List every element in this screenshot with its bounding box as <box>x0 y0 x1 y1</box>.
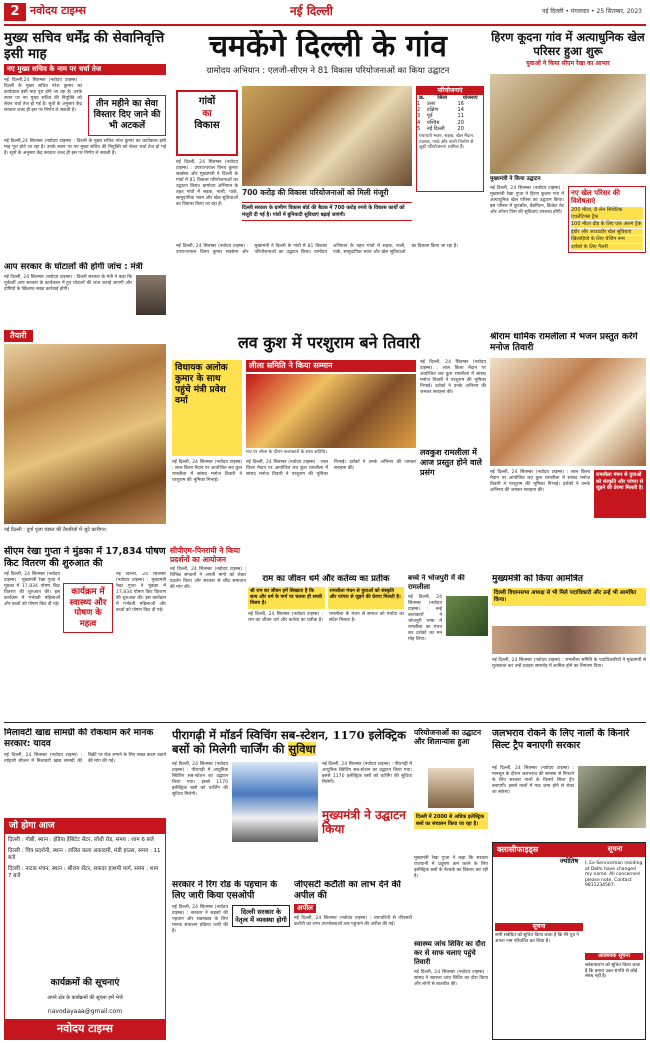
headline: सीपीएम-पिनरायी ने किया प्रदर्शनों का आयोजन <box>170 546 241 564</box>
headline-highlight: अपील <box>294 904 316 913</box>
story-body: नई दिल्ली, 24 सितम्बर (नवोदय टाइम्स) : राम का जीवन धर्म और कर्तव्य का प्रतीक है। रामलीला के मंचन से समाज को मर्यादा का संदेश मिलता है। <box>248 612 404 623</box>
notice-3-body: सर्वसाधारण को सूचित किया जाता है कि हमारा उक्त संपत्ति से कोई संबंध नहीं है। <box>585 963 641 979</box>
story-body-right: नई दिल्ली, 24 सितम्बर (नवोदय टाइम्स) : लाल किला मैदान पर आयोजित लव कुश रामलीला में सांसद मनोज तिवारी ने परशुराम की भूमिका निभाई। दर्शकों ने उनके अभिनय की जमकर सराहना की। <box>420 360 486 395</box>
story-villages <box>172 30 484 330</box>
headline: आप सरकार के घोटालों की होगी जांच : मंत्री <box>4 262 143 272</box>
story-body: नई दिल्ली, 24 सितम्बर (नवोदय टाइम्स) : विभिन्न संगठनों ने अपनी मांगों को लेकर प्रदर्शन किया और सरकार से शीघ्र समाधान की मांग की। <box>170 567 246 590</box>
logo-line-1: गांवों <box>198 96 216 107</box>
photo-label: 700 करोड़ की विकास परियोजनाओं को मिली मंजूरी <box>242 188 389 197</box>
table-row: 3 पूर्व 11 <box>417 113 464 120</box>
list-item: दर्शकों के लिए गैलरी <box>571 244 643 251</box>
story-body: नई दिल्ली, 24 सितम्बर (नवोदय टाइम्स) : सरकार ने सड़कों की पहचान और रखरखाव के लिए मानक संचालन प्रक्रिया जारी की है। <box>172 905 228 934</box>
cm-quote: मुख्यमंत्री ने उद्घाटन किया <box>322 808 406 836</box>
features-box-title: नए खेल परिसर की विशेषताएं <box>571 189 620 205</box>
photo-pandal <box>4 344 166 524</box>
story-body: नई दिल्ली, 24 सितम्बर (नवोदय टाइम्स) : सांसद ने स्वास्थ्य जांच शिविर का दौरा किया और लोगों से बातचीत की। <box>414 970 488 987</box>
table-title: परियोजनाएं <box>417 87 483 95</box>
subhead: नए मुख्य सचिव के नाम पर चर्चा तेज <box>4 64 166 75</box>
story-health <box>414 940 488 1040</box>
table-row: 4 पश्चिम 20 <box>417 119 464 126</box>
headline: मुख्य सचिव धर्मेंद्र की सेवानिवृत्ति इसी माह <box>4 30 165 62</box>
table-header: योजनाएं <box>462 94 478 101</box>
story-ev <box>172 728 412 876</box>
table-row: 5 नई दिल्ली 20 <box>417 125 464 132</box>
projects-table-box <box>416 86 484 192</box>
list-item: खिलाड़ियों के लिए चेंजिंग रूम <box>571 236 643 243</box>
event-item: दिल्ली : नाटक मंचन, स्थान : श्रीराम सेंटर, सफदर हाशमी मार्ग, समय : शाम 7 बजे <box>8 866 159 880</box>
classifieds-subtitle: ज्योतिष <box>559 857 579 865</box>
edition-label: नई दिल्ली <box>290 4 333 18</box>
dateline: नई दिल्ली • मंगलवार • 25 सितम्बर, 2023 <box>542 8 642 15</box>
promo-box: रामलीला मंचन से युवाओं को संस्कृति और परंपरा से जुड़ने की प्रेरणा मिलती है। <box>594 470 646 518</box>
story-body: नई दिल्ली, 24 सितम्बर (नवोदय टाइम्स) : मुख्यमंत्री रेखा गुप्ता ने मुंडका में 17,834 पोषण किट वितरण की शुरुआत की। इस कार्यक्रम में गर्भवती महिलाओं और बच्चों को पोषण किट दी गई। <box>4 572 60 607</box>
headline-highlight: सुविधा <box>288 742 316 756</box>
headline: जलभराव रोकने के लिए नालों के किनारे सिल्ट ट्रैप बनाएगी सरकार <box>492 728 630 751</box>
villages-logo <box>176 90 238 156</box>
story-chief-secretary <box>4 30 166 252</box>
notice-2-body: सभी संबंधित को सूचित किया जाता है कि मेरे पुत्र ने अपना नाम परिवर्तित कर लिया है। <box>495 933 579 944</box>
story-body: नई दिल्ली,24 सितम्बर (नवोदय टाइम्स) : दिल्ली के मुख्य सचिव नरेश कुमार का कार्यकाल इसी माह पूरा होने जा रहा है। उनके स्थान पर नए मुख्य सचिव की नियुक्ति को लेकर चर्चा तेज हो गई है। सूत्रों के अनुसार केंद्र सरकार जल्द ही इस पर निर्णय ले सकती है। <box>4 77 82 113</box>
list-item: इंडोर और आउटडोर खेल सुविधाएं <box>571 229 643 236</box>
aside-body: नई दिल्ली, 24 सितम्बर (नवोदय टाइम्स) : लाल किला मैदान पर आयोजित लव कुश रामलीला में सांसद मनोज तिवारी ने परशुराम की भूमिका निभाई। <box>172 460 242 483</box>
headline: चमकेंगे दिल्ली के गांव <box>209 30 447 64</box>
events-box <box>4 818 166 1040</box>
story-sop <box>172 880 290 1040</box>
pullquote: दिल्ली सरकार के नेतृत्व में व्यवस्था होगी <box>232 905 290 927</box>
photo-drain <box>578 766 646 828</box>
photo-caption: मुख्यमंत्री ने किया उद्घाटन <box>490 176 541 182</box>
portrait-photo <box>136 275 166 315</box>
story-kids <box>408 574 488 702</box>
aside-headline: विधायक अलोक कुमार के साथ पहुंचे मंत्री प्रवेश वर्मा <box>175 363 228 406</box>
page-header <box>0 0 650 26</box>
photo-leader <box>428 768 474 808</box>
masthead-logo: नवोदय टाइम्स <box>30 4 86 17</box>
story-nutrition <box>4 546 166 720</box>
headline: मिलावटी खाद्य सामग्री की रोकथाम करें मानक सरकार: यादव <box>4 728 154 749</box>
right-subhead: लवकुश रामलीला में आज प्रस्तुत होने वाले प्रसंग <box>420 448 482 477</box>
headline: हिरण कूदना गांव में अत्याधुनिक खेल परिसर हुआ शुरू <box>491 30 645 58</box>
headline: बच्चे ने भोजपुरी में की रामलीला <box>408 574 465 591</box>
story-deer-park <box>490 30 646 330</box>
right-kicker: श्रीराम धार्मिक रामलीला में भजन प्रस्तुत करेंगे मनोज तिवारी <box>490 332 638 353</box>
notice-body: I, Ex-Serviceman residing at Delhi have changed my name. All concerned please note. Contact 9811234567. <box>585 861 643 888</box>
quote-box-2: रामलीला मंचन से युवाओं को संस्कृति और परंपरा से जुड़ने की प्रेरणा मिलती है। <box>328 587 405 609</box>
features-list <box>571 207 643 250</box>
quote-box-1: श्री राम का जीवन हमें सिखाता है कि सत्य और धर्म के मार्ग पर चलना ही सच्ची विजय है। <box>248 587 325 609</box>
story-body-2: नई दिल्ली, 24 सितम्बर (नवोदय टाइम्स) : मुख्यमंत्री रेखा गुप्ता ने मुंडका में 17,834 पोषण किट वितरण की शुरुआत की। इस कार्यक्रम में गर्भवती महिलाओं और बच्चों को पोषण किट दी गई। <box>116 572 166 613</box>
notice-2-title: सूचना <box>495 923 583 931</box>
photo-cm-meeting <box>492 626 646 654</box>
story-body: नई दिल्ली, 24 सितम्बर (नवोदय टाइम्स) : त्योहारी सीजन में मिलावटी खाद्य सामग्री की बिक्री पर रोक लगाने के लिए सख्त कदम उठाने की मांग की गई। <box>4 753 166 764</box>
events-email: navodayaaa@gmail.com <box>47 1007 123 1015</box>
table-header: जिला <box>437 94 448 101</box>
list-item: 200 मीटर, 8-लेन सिंथेटिक एथलेटिक्स ट्रैक <box>571 207 643 220</box>
headline: सरकार ने रिंग रोड के पहचान के लिए जारी किया एसओपी <box>172 880 278 901</box>
features-box <box>568 186 646 253</box>
notice-title: सूचना <box>585 843 645 857</box>
taiyari-block <box>4 330 166 542</box>
story-gst <box>294 880 412 1040</box>
headline-text: पीरागढ़ी में मॉडर्न स्विचिंग सब-स्टेशन, 1170 इलेक्ट्रिक बसों को मिलेगी चार्जिंग की <box>172 728 406 756</box>
story-body-tiwari: नई दिल्ली, 24 सितम्बर (नवोदय टाइम्स) : लाल किला मैदान पर आयोजित लव कुश रामलीला में सांसद मनोज तिवारी ने परशुराम की भूमिका निभाई। दर्शकों ने उनके अभिनय की जमकर सराहना की। <box>490 470 590 493</box>
photo-ebus <box>232 762 318 842</box>
photo-tiwari <box>490 358 646 466</box>
headline: सीएम रेखा गुप्ता ने मुंडका में 17,834 पोषण किट वितरण की शुरुआत की <box>4 546 166 569</box>
event-item: दिल्ली : गोष्ठी, स्थान : इंडिया हैबिटेट सेंटर, लोधी रोड, समय : शाम 6 बजे <box>8 837 154 844</box>
headline: राम का जीवन धर्म और कर्तव्य का प्रतीक <box>262 574 390 584</box>
logo-line-3: विकास <box>194 119 220 131</box>
events-brand: नवोदय टाइम्स <box>5 1019 165 1039</box>
story-body-left: नई दिल्ली, 24 सितम्बर (नवोदय टाइम्स) : उपराज्यपाल विनय कुमार सक्सेना और मुख्यमंत्री ने दिल्ली के गांवों में 81 विकास परियोजनाओं का उद्घाटन किया। ग्रामोदय अभियान के तहत गांवों में सड़क, नाली, पार्क, सामुदायिक भवन और खेल सुविधाओं का विकास किया जा रहा है। <box>176 160 238 207</box>
pullquote: कार्यक्रम में स्वास्थ्य और पोषण के महत्व <box>63 583 113 633</box>
story-complaints <box>170 546 246 720</box>
side-highlight: दिल्ली में 2000 से अधिक इलेक्ट्रिक बसों का संचालन किया जा रहा है। <box>414 812 488 829</box>
events-footer-body: अपने क्षेत्र के कार्यक्रमों की सूचना हमें भेजें <box>47 994 123 1001</box>
headline <box>172 728 412 756</box>
table-row: 1 उत्तर 16 <box>417 100 464 107</box>
classifieds-title: क्लासीफाइड्स <box>493 843 585 857</box>
highlight-box: दिल्ली विधानसभा अध्यक्ष से भी मिले पदाधिकारी और उन्हें भी आमंत्रित किया। <box>492 588 646 606</box>
story-cm-invited <box>492 574 646 702</box>
story-body-cont: नई दिल्ली,24 सितम्बर (नवोदय टाइम्स) : दिल्ली के मुख्य सचिव नरेश कुमार का कार्यकाल इसी माह पूरा होने जा रहा है। उनके स्थान पर नए मुख्य सचिव की नियुक्ति को लेकर चर्चा तेज हो गई है। सूत्रों के अनुसार केंद्र सरकार जल्द ही इस पर निर्णय ले सकती है। <box>4 138 166 156</box>
kicker: युवाओं ने किया सीएम रेखा का आभार <box>526 60 610 67</box>
notice-3-title: आवश्यक सूचना <box>585 953 643 960</box>
headline: स्वास्थ्य जांच शिविर का दौरा कर से साफ चलाए पहुंचे तिवारी <box>414 940 486 966</box>
quote-box: दिल्ली सरकार के ग्रामीण विकास बोर्ड की बैठक में 700 करोड़ रुपये के विकास कार्यों को मंजूरी दी गई है। गांवों में बुनियादी सुविधाएं बढ़ाई जाएंगी। <box>242 202 412 221</box>
headline <box>294 880 412 902</box>
table-row: 2 दक्षिण 14 <box>417 107 464 113</box>
photo-caption: नई दिल्ली : दुर्गा पूजा पंडाल की तैयारियों में जुटे कारीगर। <box>4 527 107 533</box>
photo-ribbon-cutting <box>490 74 646 174</box>
deck: ग्रामोदय अभियान : एलजी-सीएम ने 81 विकास परियोजनाओं का किया उद्घाटन <box>206 66 450 76</box>
story-body: नई दिल्ली, 24 सितम्बर (नवोदय टाइम्स) : दिल्ली सरकार के मंत्री ने कहा कि पूर्ववर्ती आप सरकार के कार्यकाल में हुए घोटालों की जांच कराई जाएगी और दोषियों के खिलाफ सख्त कार्रवाई होगी। <box>4 275 132 292</box>
story-body: नई दिल्ली, 24 सितम्बर (नवोदय टाइम्स) : लाल किला मैदान पर आयोजित लव कुश रामलीला में सांसद मनोज तिवारी ने परशुराम की भूमिका निभाई। दर्शकों ने उनके अभिनय की जमकर सराहना की। <box>246 460 416 477</box>
page-number-badge: 2 <box>4 3 26 21</box>
events-footer-title: कार्यक्रमों की सूचनाएं <box>50 977 120 988</box>
photo-stage <box>246 374 416 448</box>
section-rule <box>4 722 646 723</box>
story-aap <box>4 262 166 324</box>
story-body-2: नई दिल्ली, 24 सितम्बर (नवोदय टाइम्स) : पीरागढ़ी में आधुनिक स्विचिंग सब-स्टेशन का उद्घाटन किया गया। इससे 1170 इलेक्ट्रिक बसों को चार्जिंग की सुविधा मिलेगी। <box>322 762 412 785</box>
classifieds <box>492 842 646 1040</box>
event-item: दिल्ली : चित्र प्रदर्शनी, स्थान : ललित कला अकादमी, मंडी हाउस, समय : 11 बजे <box>8 848 161 862</box>
story-body: नई दिल्ली, 24 सितम्बर (नवोदय टाइम्स) : मुख्यमंत्री रेखा गुप्ता ने हिरण कूदना गांव में अत्याधुनिक खेल परिसर का उद्घाटन किया। इस परिसर में फुटबॉल, बैडमिंटन, क्रिकेट नेट और ओपन जिम की सुविधाएं उपलब्ध होंगी। <box>490 186 564 215</box>
story-ev-side <box>414 728 488 938</box>
story-ram <box>248 574 404 702</box>
headline-text: जीएसटी कटौती का लाभ देने की अपील की <box>294 880 401 901</box>
side-headline: परियोजनाओं का उद्घाटन और शिलान्यास हुआ <box>414 728 482 746</box>
story-body: नई दिल्ली, 24 सितम्बर (नवोदय टाइम्स) : नन्हे कलाकारों ने भोजपुरी भाषा में रामलीला का मंचन कर दर्शकों का मन मोह लिया। <box>408 595 442 642</box>
side-head: लीला समिति ने किया सम्मान <box>246 360 416 372</box>
events-title: जो होगा आज <box>5 819 165 834</box>
headline: लव कुश में परशुराम बने तिवारी <box>237 333 421 352</box>
main-photo <box>242 86 412 186</box>
story-body: नई दिल्ली, 24 सितम्बर (नवोदय टाइम्स) : मानसून के दौरान जलभराव की समस्या से निपटने के लिए सरकार नालों के किनारे सिल्ट ट्रैप बनाएगी। इससे नालों में गाद जमा होने से रोका जा सकेगा। <box>492 766 574 795</box>
story-ramlila <box>172 332 646 532</box>
list-item: 100 मीटर दौड़ के लिए एक अलग ट्रैक <box>571 221 642 227</box>
side-body: मुख्यमंत्री रेखा गुप्ता ने कहा कि सरकार राजधानी में प्रदूषण कम करने के लिए इलेक्ट्रिक बसों के नेटवर्क का विस्तार कर रही है। <box>414 856 488 879</box>
story-body: नई दिल्ली, 24 सितम्बर (नवोदय टाइम्स) : रामलीला समिति के पदाधिकारियों ने मुख्यमंत्री से मुलाकात कर उन्हें दशहरा समारोह में शामिल होने का निमंत्रण दिया। <box>492 658 646 669</box>
table-note: पंचायती भवन, सड़क, खेल मैदान, तालाब, पार्क और नाली निर्माण से जुड़ी परियोजनाएं शामिल हैं। <box>419 134 475 150</box>
headline: मुख्यमंत्री को किया आमंत्रित <box>492 574 583 584</box>
photo-kids <box>446 596 488 636</box>
story-body: नई दिल्ली, 24 सितम्बर (नवोदय टाइम्स) : व्यापारियों से जीएसटी कटौती का लाभ उपभोक्ताओं तक पहुंचाने की अपील की गई। <box>294 915 412 927</box>
story-body: नई दिल्ली, 24 सितम्बर (नवोदय टाइम्स) : पीरागढ़ी में आधुनिक स्विचिंग सब-स्टेशन का उद्घाटन किया गया। इससे 1170 इलेक्ट्रिक बसों को चार्जिंग की सुविधा मिलेगी। <box>172 762 228 797</box>
photo-caption: मंच पर लीला के दौरान कलाकारों के साथ अतिथि। <box>246 450 328 455</box>
story-food <box>4 728 166 814</box>
table-header: क्र. <box>419 94 425 101</box>
logo-line-2: का <box>202 108 212 119</box>
header-rule <box>4 24 646 26</box>
story-drain <box>492 728 646 838</box>
projects-table <box>417 95 483 133</box>
story-body-main: नई दिल्ली, 24 सितम्बर (नवोदय टाइम्स) : उपराज्यपाल विनय कुमार सक्सेना और मुख्यमंत्री ने दिल्ली के गांवों में 81 विकास परियोजनाओं का उद्घाटन किया। ग्रामोदय अभियान के तहत गांवों में सड़क, नाली, पार्क, सामुदायिक भवन और खेल सुविधाओं का विकास किया जा रहा है। <box>176 244 458 255</box>
aside-box <box>172 360 242 456</box>
pullquote: तीन महीने का सेवा विस्तार दिए जाने की भी अटकलें <box>88 95 166 136</box>
tag-label: तैयारी <box>4 330 33 342</box>
